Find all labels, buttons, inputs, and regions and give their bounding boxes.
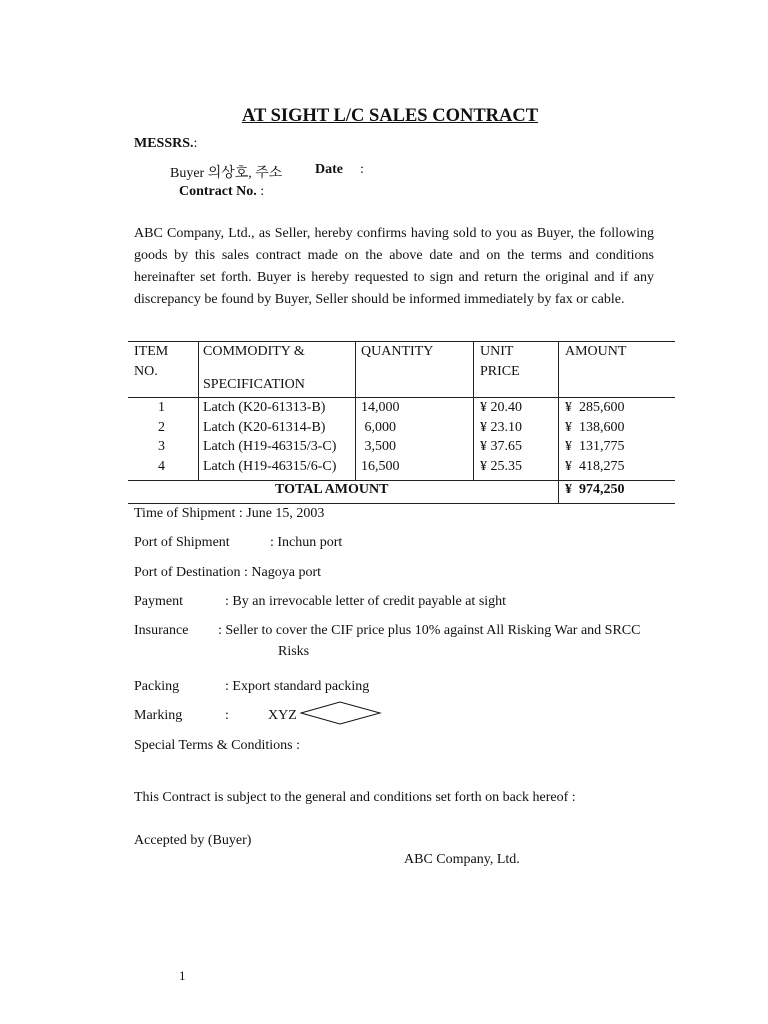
intro-paragraph: ABC Company, Ltd., as Seller, hereby confirms having sold to you as Buyer, the following goods by this sales contract made on the above date and on the terms and conditions hereinafter set forth. Buyer is hereby requested to sign and return the original and if any discrepancy be found by Buyer, Seller should be informed immediately by fax or cable. — [134, 226, 654, 307]
col-divider-3 — [473, 341, 474, 480]
marking-colon: : — [225, 708, 229, 723]
row-4-amount: ¥ 418,275 — [565, 459, 625, 474]
contract-no-line — [179, 184, 264, 200]
special-terms: Special Terms & Conditions : — [134, 738, 300, 753]
row-4-no: 4 — [158, 459, 165, 474]
total-amount-value: ¥ 974,250 — [565, 482, 625, 497]
marking-diamond-shape — [300, 701, 382, 725]
col-divider-2 — [355, 341, 356, 480]
page-number: 1 — [179, 968, 186, 983]
header-no-text: NO. — [134, 363, 158, 379]
date-label: Date — [315, 162, 343, 177]
row-4-quantity: 16,500 — [361, 459, 400, 474]
row-2-amount: ¥ 138,600 — [565, 420, 625, 435]
table-bottom-border — [128, 503, 675, 504]
general-conditions: This Contract is subject to the general and conditions set forth on back hereof : — [134, 790, 576, 805]
row-4-commodity: Latch (H19-46315/6-C) — [203, 459, 337, 474]
row-2-no: 2 — [158, 420, 165, 435]
payment-label: Payment — [134, 594, 183, 609]
header-quantity: QUANTITY — [361, 344, 434, 359]
marking-label: Marking — [134, 708, 183, 723]
contract-no-colon: : — [256, 184, 265, 199]
payment-value: : By an irrevocable letter of credit payable at sight — [225, 594, 507, 609]
insurance-label: Insurance — [134, 623, 189, 638]
port-destination: Port of Destination : Nagoya port — [134, 565, 322, 580]
items-table — [128, 341, 675, 504]
marking-value: XYZ — [268, 708, 297, 723]
row-2-commodity: Latch (K20-61314-B) — [203, 420, 326, 435]
row-3-commodity: Latch (H19-46315/3-C) — [203, 439, 337, 454]
row-4-unit-price: ¥ 25.35 — [480, 459, 522, 474]
total-amount-label: TOTAL AMOUNT — [275, 482, 389, 497]
col-divider-4 — [558, 341, 559, 504]
row-3-amount: ¥ 131,775 — [565, 439, 625, 454]
row-1-amount: ¥ 285,600 — [565, 400, 625, 415]
date-colon: : — [360, 162, 364, 177]
buyer-label: Buyer 의상호, 주소 — [170, 166, 283, 181]
row-1-commodity: Latch (K20-61313-B) — [203, 400, 326, 415]
packing-value: : Export standard packing — [225, 679, 370, 694]
col-divider-1 — [198, 341, 199, 480]
row-2-quantity: 6,000 — [361, 420, 396, 435]
header-item-text: ITEM — [134, 344, 169, 359]
header-unit-text: UNIT — [480, 344, 514, 359]
header-item-no — [134, 342, 168, 381]
row-1-quantity: 14,000 — [361, 400, 400, 415]
messrs-line — [134, 136, 197, 152]
header-commodity-2: SPECIFICATION — [203, 377, 305, 392]
header-unit-price — [480, 342, 520, 381]
messrs-label: MESSRS. — [134, 136, 194, 151]
row-3-no: 3 — [158, 439, 165, 454]
accepted-by-buyer: Accepted by (Buyer) — [134, 833, 252, 848]
header-price-text: PRICE — [480, 363, 520, 379]
port-shipment-label: Port of Shipment — [134, 535, 230, 550]
insurance-value-cont: Risks — [278, 644, 310, 659]
row-1-no: 1 — [158, 400, 165, 415]
document-title: AT SIGHT L/C SALES CONTRACT — [242, 106, 539, 126]
messrs-colon: : — [193, 136, 198, 151]
row-3-unit-price: ¥ 37.65 — [480, 439, 522, 454]
seller-signature: ABC Company, Ltd. — [404, 852, 520, 867]
insurance-value: : Seller to cover the CIF price plus 10% against All Risking War and SRCC — [218, 623, 641, 638]
packing-label: Packing — [134, 679, 180, 694]
contract-no-label: Contract No. — [179, 184, 257, 199]
header-amount: AMOUNT — [565, 344, 627, 359]
row-1-unit-price: ¥ 20.40 — [480, 400, 522, 415]
row-3-quantity: 3,500 — [361, 439, 396, 454]
row-2-unit-price: ¥ 23.10 — [480, 420, 522, 435]
shipment-time: Time of Shipment : June 15, 2003 — [134, 506, 325, 521]
header-commodity-1: COMMODITY & — [203, 344, 305, 359]
port-shipment-value: : Inchun port — [270, 535, 343, 550]
